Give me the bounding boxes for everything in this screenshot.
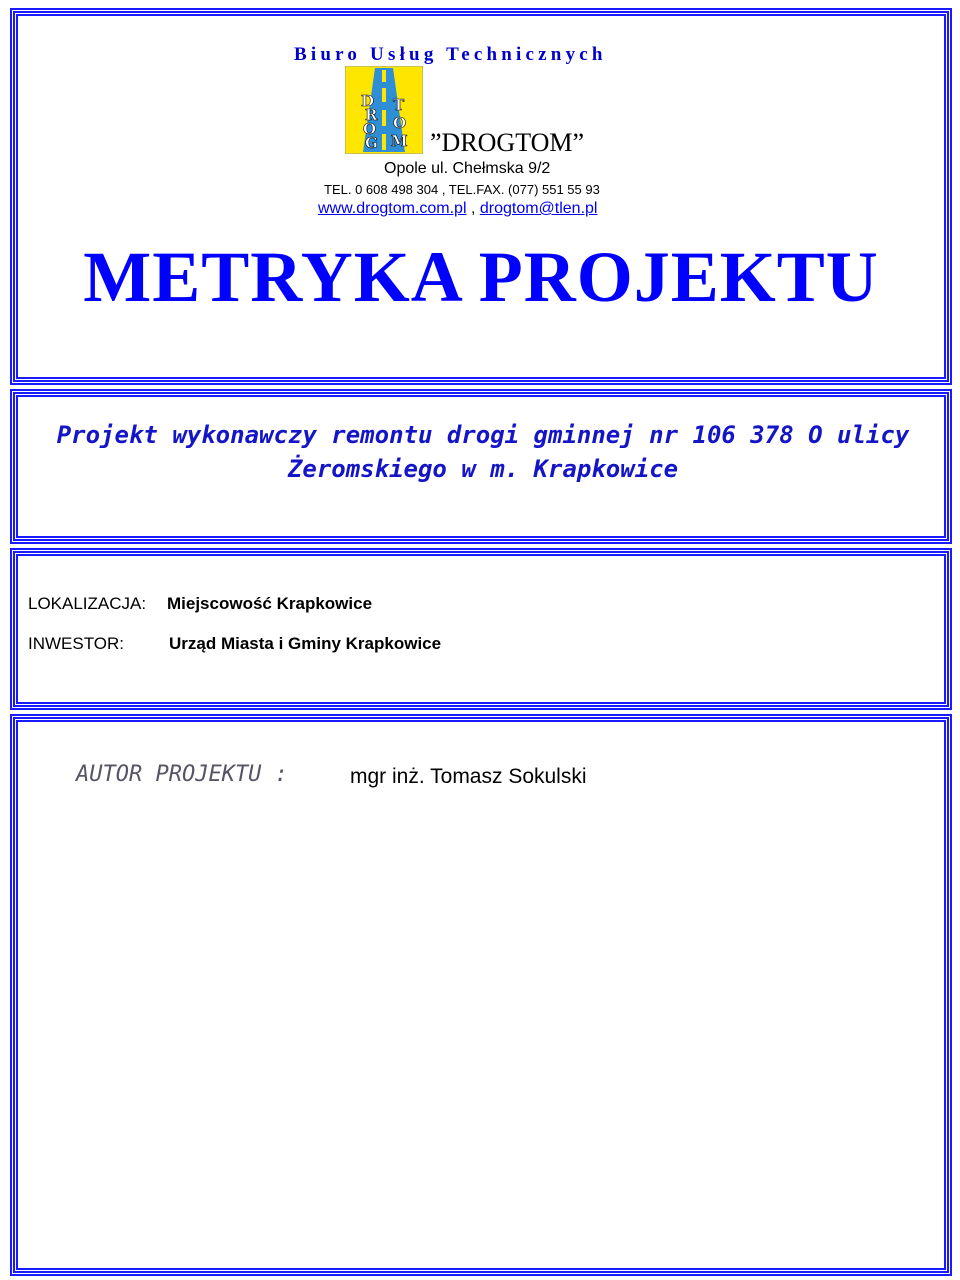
author-frame	[10, 714, 952, 1276]
investor-value: Urząd Miasta i Gminy Krapkowice	[169, 634, 442, 653]
company-name: Biuro Usług Technicznych	[294, 44, 607, 65]
brand-name: ”DROGTOM”	[430, 128, 585, 157]
link-separator: ,	[466, 200, 480, 217]
phone-numbers: TEL. 0 608 498 304 , TEL.FAX. (077) 551 55 93	[324, 182, 600, 197]
location-label: LOKALIZACJA:	[28, 594, 147, 613]
svg-text:G: G	[365, 134, 378, 152]
svg-text:O: O	[363, 120, 377, 138]
website-link[interactable]: www.drogtom.com.pl	[318, 200, 467, 217]
details-frame	[10, 548, 952, 710]
svg-text:O: O	[393, 114, 407, 132]
contact-links	[318, 200, 597, 218]
svg-text:T: T	[393, 96, 405, 114]
email-link[interactable]: drogtom@tlen.pl	[479, 200, 598, 217]
investor-label: INWESTOR:	[28, 634, 125, 653]
location-value: Miejscowość Krapkowice	[167, 594, 373, 613]
author-name: mgr inż. Tomasz Sokulski	[350, 765, 587, 788]
svg-text:R: R	[365, 106, 378, 124]
drogtom-logo-icon	[345, 66, 423, 154]
svg-text:D: D	[361, 92, 375, 110]
project-description: Projekt wykonawczy remontu drogi gminnej nr 106 378 O ulicy Żeromskiego w m. Krapkowice	[56, 421, 910, 483]
author-label: AUTOR PROJEKTU :	[76, 762, 288, 787]
document-title: METRYKA PROJEKTU	[83, 237, 879, 317]
address: Opole ul. Chełmska 9/2	[384, 160, 551, 177]
svg-text:M: M	[391, 132, 408, 150]
